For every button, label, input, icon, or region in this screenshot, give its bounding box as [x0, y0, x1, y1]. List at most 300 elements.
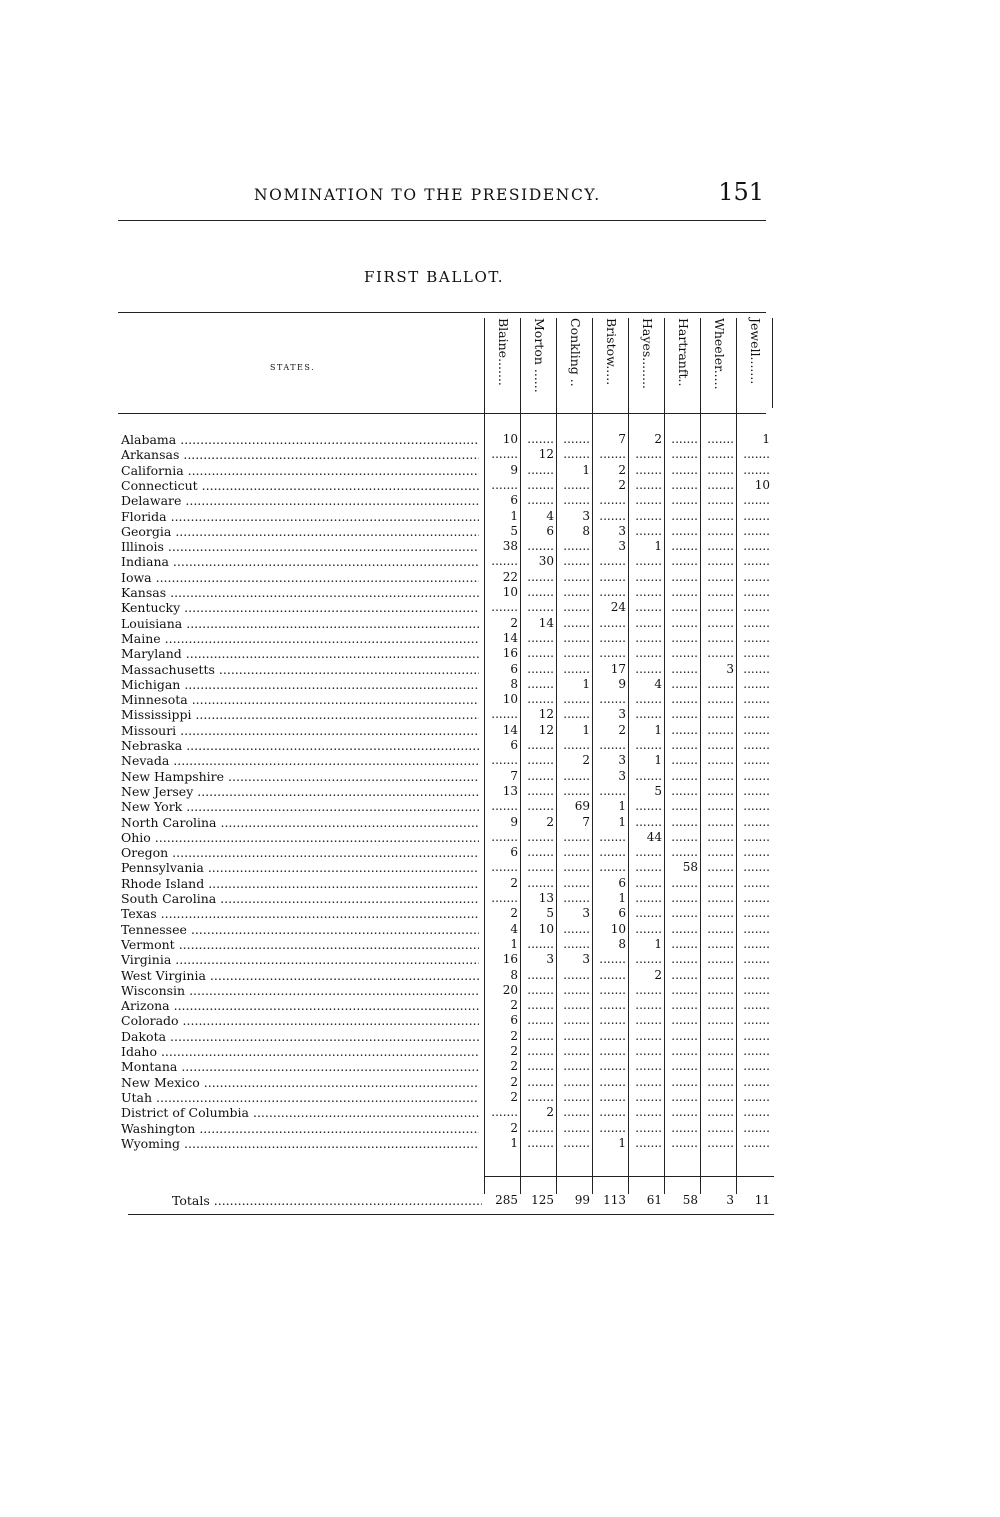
vote-cell — [558, 493, 592, 508]
vote-cell — [630, 493, 664, 508]
table-row — [0, 968, 1000, 983]
vote-cell — [702, 983, 736, 998]
vote-cell: 14 — [538, 615, 554, 630]
vote-cell: 4 — [654, 676, 662, 691]
vote-cell — [522, 539, 556, 554]
vote-cell: 6 — [510, 738, 518, 752]
vote-cell — [738, 891, 772, 906]
table-row — [0, 478, 1000, 493]
vote-cell: 13 — [502, 783, 518, 798]
state-name: Missouri ..... — [121, 723, 479, 738]
table-row — [0, 876, 1000, 891]
vote-cell — [594, 692, 628, 707]
vote-cell — [558, 707, 592, 722]
page-title: NOMINATION TO THE PRESIDENCY. — [254, 186, 601, 204]
vote-cell — [666, 830, 700, 845]
total-cell: 99 — [574, 1193, 590, 1207]
vote-cell — [702, 463, 736, 478]
vote-cell — [666, 707, 700, 722]
vote-cell — [558, 1044, 592, 1059]
vote-cell — [522, 1090, 556, 1105]
vote-cell — [702, 906, 736, 921]
vote-cell — [522, 1044, 556, 1059]
table-row — [0, 738, 1000, 753]
candidate-column-header: Morton ...... — [532, 318, 547, 393]
vote-cell — [522, 1029, 556, 1044]
state-name: Michigan ..... — [121, 677, 479, 692]
vote-cell — [522, 1136, 556, 1151]
vote-cell — [666, 815, 700, 830]
table-row — [0, 723, 1000, 738]
vote-cell — [594, 1013, 628, 1028]
vote-cell — [630, 646, 664, 661]
state-name: Dakota ..... — [121, 1029, 479, 1044]
vote-cell — [666, 677, 700, 692]
vote-cell — [630, 600, 664, 615]
vote-cell: 44 — [646, 829, 662, 844]
vote-cell — [522, 968, 556, 983]
state-name: California ..... — [121, 463, 479, 478]
vote-cell — [630, 876, 664, 891]
vote-cell — [630, 1029, 664, 1044]
vote-cell — [594, 968, 628, 983]
vote-cell: 10 — [754, 477, 770, 492]
vote-cell — [666, 983, 700, 998]
vote-cell — [522, 937, 556, 952]
state-name: Delaware ..... — [121, 493, 479, 508]
state-name: Kansas ..... — [121, 585, 479, 600]
vote-cell: 7 — [582, 814, 590, 829]
total-cell: 3 — [726, 1193, 734, 1207]
vote-cell — [738, 570, 772, 585]
vote-cell: 24 — [610, 600, 626, 615]
table-row — [0, 1075, 1000, 1090]
vote-cell: 1 — [618, 1135, 626, 1150]
vote-cell: 3 — [582, 508, 590, 523]
vote-cell — [558, 631, 592, 646]
vote-cell — [666, 891, 700, 906]
vote-cell — [666, 539, 700, 554]
vote-cell — [630, 692, 664, 707]
vote-cell: 1 — [510, 1135, 518, 1150]
table-row — [0, 447, 1000, 462]
vote-cell — [702, 493, 736, 508]
vote-cell: 30 — [538, 554, 554, 569]
vote-cell: 10 — [610, 921, 626, 936]
vote-cell — [702, 922, 736, 937]
vote-cell — [558, 769, 592, 784]
vote-cell — [522, 1013, 556, 1028]
vote-cell — [702, 891, 736, 906]
vote-cell — [666, 1013, 700, 1028]
vote-cell — [666, 1029, 700, 1044]
vote-cell — [522, 860, 556, 875]
vote-cell — [522, 463, 556, 478]
vote-cell — [666, 692, 700, 707]
state-name: South Carolina ..... — [121, 891, 479, 906]
table-bottom-rule — [128, 1214, 774, 1215]
state-name: Minnesota ..... — [121, 692, 479, 707]
table-row — [0, 554, 1000, 569]
table-row — [0, 1029, 1000, 1044]
table-row — [0, 922, 1000, 937]
table-row — [0, 662, 1000, 677]
vote-cell: 6 — [618, 875, 626, 890]
state-name: Massachusetts ..... — [121, 662, 479, 677]
state-name: Montana ..... — [121, 1059, 479, 1074]
vote-cell — [702, 646, 736, 661]
state-name: New Jersey ..... — [121, 784, 479, 799]
vote-cell: 9 — [510, 814, 518, 829]
table-row — [0, 1090, 1000, 1105]
vote-cell — [738, 906, 772, 921]
vote-cell: 22 — [502, 569, 518, 584]
state-name: Idaho ..... — [121, 1044, 479, 1059]
vote-cell — [594, 860, 628, 875]
vote-cell — [558, 646, 592, 661]
vote-cell — [630, 815, 664, 830]
vote-cell — [666, 1044, 700, 1059]
table-row — [0, 646, 1000, 661]
vote-cell: 12 — [538, 722, 554, 737]
vote-cell — [702, 723, 736, 738]
vote-cell — [666, 1136, 700, 1151]
vote-cell — [558, 922, 592, 937]
vote-cell — [630, 1013, 664, 1028]
vote-cell: 3 — [618, 523, 626, 538]
vote-cell — [666, 447, 700, 462]
state-name: West Virginia ..... — [121, 968, 479, 983]
vote-cell — [630, 860, 664, 875]
vote-cell — [630, 1044, 664, 1059]
table-row — [0, 600, 1000, 615]
vote-cell — [630, 585, 664, 600]
vote-cell — [594, 570, 628, 585]
vote-cell — [702, 1136, 736, 1151]
vote-cell: 10 — [502, 692, 518, 707]
candidate-column-header: Hayes........ — [640, 318, 655, 390]
vote-cell: 2 — [510, 1028, 518, 1043]
vote-cell: 2 — [510, 1074, 518, 1089]
vote-cell: 5 — [546, 906, 554, 921]
vote-cell — [594, 631, 628, 646]
state-name: Mississippi ..... — [121, 707, 479, 722]
vote-cell — [702, 554, 736, 569]
state-name: Indiana ..... — [121, 554, 479, 569]
vote-cell — [594, 830, 628, 845]
state-name: Colorado ..... — [121, 1013, 479, 1028]
vote-cell: 2 — [510, 1059, 518, 1074]
vote-cell — [486, 478, 520, 493]
vote-cell — [630, 983, 664, 998]
vote-cell: 5 — [510, 523, 518, 538]
vote-cell — [738, 1029, 772, 1044]
vote-cell: 1 — [654, 753, 662, 768]
vote-cell — [594, 493, 628, 508]
vote-cell — [558, 1059, 592, 1074]
vote-cell — [594, 1121, 628, 1136]
state-name: Illinois ..... — [121, 539, 479, 554]
vote-cell — [522, 478, 556, 493]
state-name: Rhode Island ..... — [121, 876, 479, 891]
vote-cell — [666, 1059, 700, 1074]
candidate-column-header: Wheeler..... — [712, 318, 727, 390]
state-name: Pennsylvania ..... — [121, 860, 479, 875]
state-name: North Carolina ..... — [121, 815, 479, 830]
vote-cell — [630, 478, 664, 493]
vote-cell — [702, 845, 736, 860]
vote-cell: 6 — [510, 1013, 518, 1028]
vote-cell — [594, 738, 628, 753]
vote-cell — [630, 891, 664, 906]
vote-cell: 20 — [502, 982, 518, 997]
vote-cell — [522, 753, 556, 768]
vote-cell — [522, 677, 556, 692]
vote-cell — [738, 968, 772, 983]
table-row — [0, 463, 1000, 478]
vote-cell: 2 — [510, 875, 518, 890]
vote-cell — [738, 830, 772, 845]
vote-cell — [702, 478, 736, 493]
vote-cell — [558, 830, 592, 845]
vote-cell — [666, 906, 700, 921]
vote-cell — [666, 784, 700, 799]
vote-cell: 12 — [538, 447, 554, 462]
vote-cell — [738, 1075, 772, 1090]
vote-cell: 1 — [654, 722, 662, 737]
vote-cell — [630, 1121, 664, 1136]
vote-cell — [630, 524, 664, 539]
totals-label: Totals ..... — [172, 1193, 482, 1208]
table-row — [0, 1013, 1000, 1028]
vote-cell — [486, 1105, 520, 1120]
vote-cell — [738, 937, 772, 952]
vote-cell — [738, 646, 772, 661]
vote-cell — [630, 845, 664, 860]
vote-cell: 3 — [582, 952, 590, 967]
state-name: Florida ..... — [121, 509, 479, 524]
table-row — [0, 493, 1000, 508]
table-row — [0, 432, 1000, 447]
state-name: Maryland ..... — [121, 646, 479, 661]
vote-cell — [486, 707, 520, 722]
vote-cell — [630, 1059, 664, 1074]
vote-cell: 1 — [618, 799, 626, 814]
vote-cell: 2 — [618, 462, 626, 477]
vote-cell — [522, 769, 556, 784]
vote-cell: 2 — [618, 722, 626, 737]
table-row — [0, 952, 1000, 967]
vote-cell — [738, 998, 772, 1013]
table-row — [0, 753, 1000, 768]
vote-cell — [738, 585, 772, 600]
state-name: Kentucky ..... — [121, 600, 479, 615]
vote-cell — [702, 937, 736, 952]
vote-cell — [738, 509, 772, 524]
vote-cell: 2 — [510, 906, 518, 921]
vote-cell — [702, 539, 736, 554]
state-name: Arizona ..... — [121, 998, 479, 1013]
table-title: FIRST BALLOT. — [364, 268, 505, 286]
state-name: Louisiana ..... — [121, 616, 479, 631]
vote-cell — [630, 906, 664, 921]
vote-cell: 10 — [538, 921, 554, 936]
table-row — [0, 769, 1000, 784]
state-name: Arkansas ..... — [121, 447, 479, 462]
vote-cell — [702, 1029, 736, 1044]
vote-cell — [666, 876, 700, 891]
vote-cell — [558, 876, 592, 891]
vote-cell: 9 — [618, 676, 626, 691]
vote-cell — [666, 524, 700, 539]
vote-cell — [666, 662, 700, 677]
vote-cell — [666, 1075, 700, 1090]
vote-cell — [666, 738, 700, 753]
vote-cell — [630, 1090, 664, 1105]
vote-cell — [558, 1105, 592, 1120]
vote-cell — [738, 1013, 772, 1028]
table-row — [0, 815, 1000, 830]
vote-cell — [738, 845, 772, 860]
vote-cell — [738, 554, 772, 569]
vote-cell — [630, 570, 664, 585]
state-name: New Mexico ..... — [121, 1075, 479, 1090]
vote-cell — [630, 1136, 664, 1151]
vote-cell — [738, 983, 772, 998]
vote-cell: 38 — [502, 539, 518, 554]
state-name: Virginia ..... — [121, 952, 479, 967]
state-name: District of Columbia ..... — [121, 1105, 479, 1120]
vote-cell — [486, 860, 520, 875]
vote-cell — [630, 509, 664, 524]
table-row — [0, 1136, 1000, 1151]
vote-cell: 16 — [502, 952, 518, 967]
vote-cell: 1 — [618, 891, 626, 905]
vote-cell — [522, 692, 556, 707]
vote-cell — [702, 952, 736, 967]
vote-cell — [558, 447, 592, 462]
state-name: Georgia ..... — [121, 524, 479, 539]
vote-cell — [702, 432, 736, 447]
vote-cell — [486, 830, 520, 845]
vote-cell — [522, 570, 556, 585]
vote-cell: 3 — [618, 768, 626, 783]
vote-cell — [594, 1075, 628, 1090]
table-row — [0, 799, 1000, 814]
vote-cell: 13 — [538, 891, 554, 905]
vote-cell: 3 — [726, 661, 734, 676]
vote-cell — [738, 799, 772, 814]
vote-cell: 2 — [510, 998, 518, 1013]
vote-cell — [594, 1059, 628, 1074]
table-row — [0, 631, 1000, 646]
vote-cell — [630, 447, 664, 462]
state-name: Washington ..... — [121, 1121, 479, 1136]
vote-cell — [558, 998, 592, 1013]
vote-cell: 1 — [582, 676, 590, 691]
state-name: Utah ..... — [121, 1090, 479, 1105]
state-name: Wisconsin ..... — [121, 983, 479, 998]
table-row — [0, 998, 1000, 1013]
vote-cell — [666, 998, 700, 1013]
state-name: Ohio ..... — [121, 830, 479, 845]
vote-cell — [558, 585, 592, 600]
vote-cell: 2 — [510, 1120, 518, 1135]
vote-cell — [486, 554, 520, 569]
vote-cell — [738, 922, 772, 937]
page-header — [118, 178, 766, 208]
vote-cell: 3 — [546, 952, 554, 967]
vote-cell — [666, 723, 700, 738]
vote-cell — [666, 799, 700, 814]
vote-cell — [702, 1090, 736, 1105]
vote-cell — [630, 662, 664, 677]
vote-cell — [738, 769, 772, 784]
vote-cell: 1 — [582, 722, 590, 737]
vote-cell — [738, 539, 772, 554]
vote-cell — [702, 509, 736, 524]
vote-cell — [630, 922, 664, 937]
vote-cell: 2 — [546, 814, 554, 829]
vote-cell — [522, 662, 556, 677]
vote-cell — [558, 570, 592, 585]
vote-cell — [738, 753, 772, 768]
vote-cell: 9 — [510, 462, 518, 477]
vote-cell — [630, 554, 664, 569]
state-name: Vermont ..... — [121, 937, 479, 952]
vote-cell — [702, 769, 736, 784]
table-row — [0, 891, 1000, 906]
vote-cell — [522, 998, 556, 1013]
vote-cell — [666, 1090, 700, 1105]
vote-cell — [702, 815, 736, 830]
vote-cell: 14 — [502, 630, 518, 645]
state-name: Maine ..... — [121, 631, 479, 646]
vote-cell — [522, 845, 556, 860]
vote-cell: 58 — [682, 860, 698, 875]
vote-cell — [702, 1075, 736, 1090]
page-number: 151 — [718, 178, 764, 206]
vote-cell — [702, 968, 736, 983]
vote-cell — [630, 616, 664, 631]
vote-cell — [522, 830, 556, 845]
vote-cell — [594, 845, 628, 860]
vote-cell — [666, 600, 700, 615]
vote-cell — [738, 524, 772, 539]
vote-cell — [738, 1059, 772, 1074]
vote-cell — [558, 845, 592, 860]
state-name: Nebraska ..... — [121, 738, 479, 753]
vote-cell — [594, 646, 628, 661]
vote-cell — [594, 952, 628, 967]
candidate-column-header: Conkling .. — [568, 318, 583, 387]
vote-cell — [558, 1029, 592, 1044]
vote-cell — [702, 998, 736, 1013]
vote-cell — [522, 876, 556, 891]
table-row — [0, 1059, 1000, 1074]
vote-cell: 2 — [582, 753, 590, 768]
vote-cell — [486, 600, 520, 615]
vote-cell: 6 — [510, 493, 518, 508]
vote-cell: 3 — [618, 539, 626, 554]
table-row — [0, 845, 1000, 860]
vote-cell: 4 — [510, 921, 518, 936]
vote-cell — [702, 631, 736, 646]
table-row — [0, 616, 1000, 631]
vote-cell — [558, 1075, 592, 1090]
vote-cell: 2 — [510, 1044, 518, 1058]
candidate-column-header: Blaine....... — [496, 318, 511, 386]
